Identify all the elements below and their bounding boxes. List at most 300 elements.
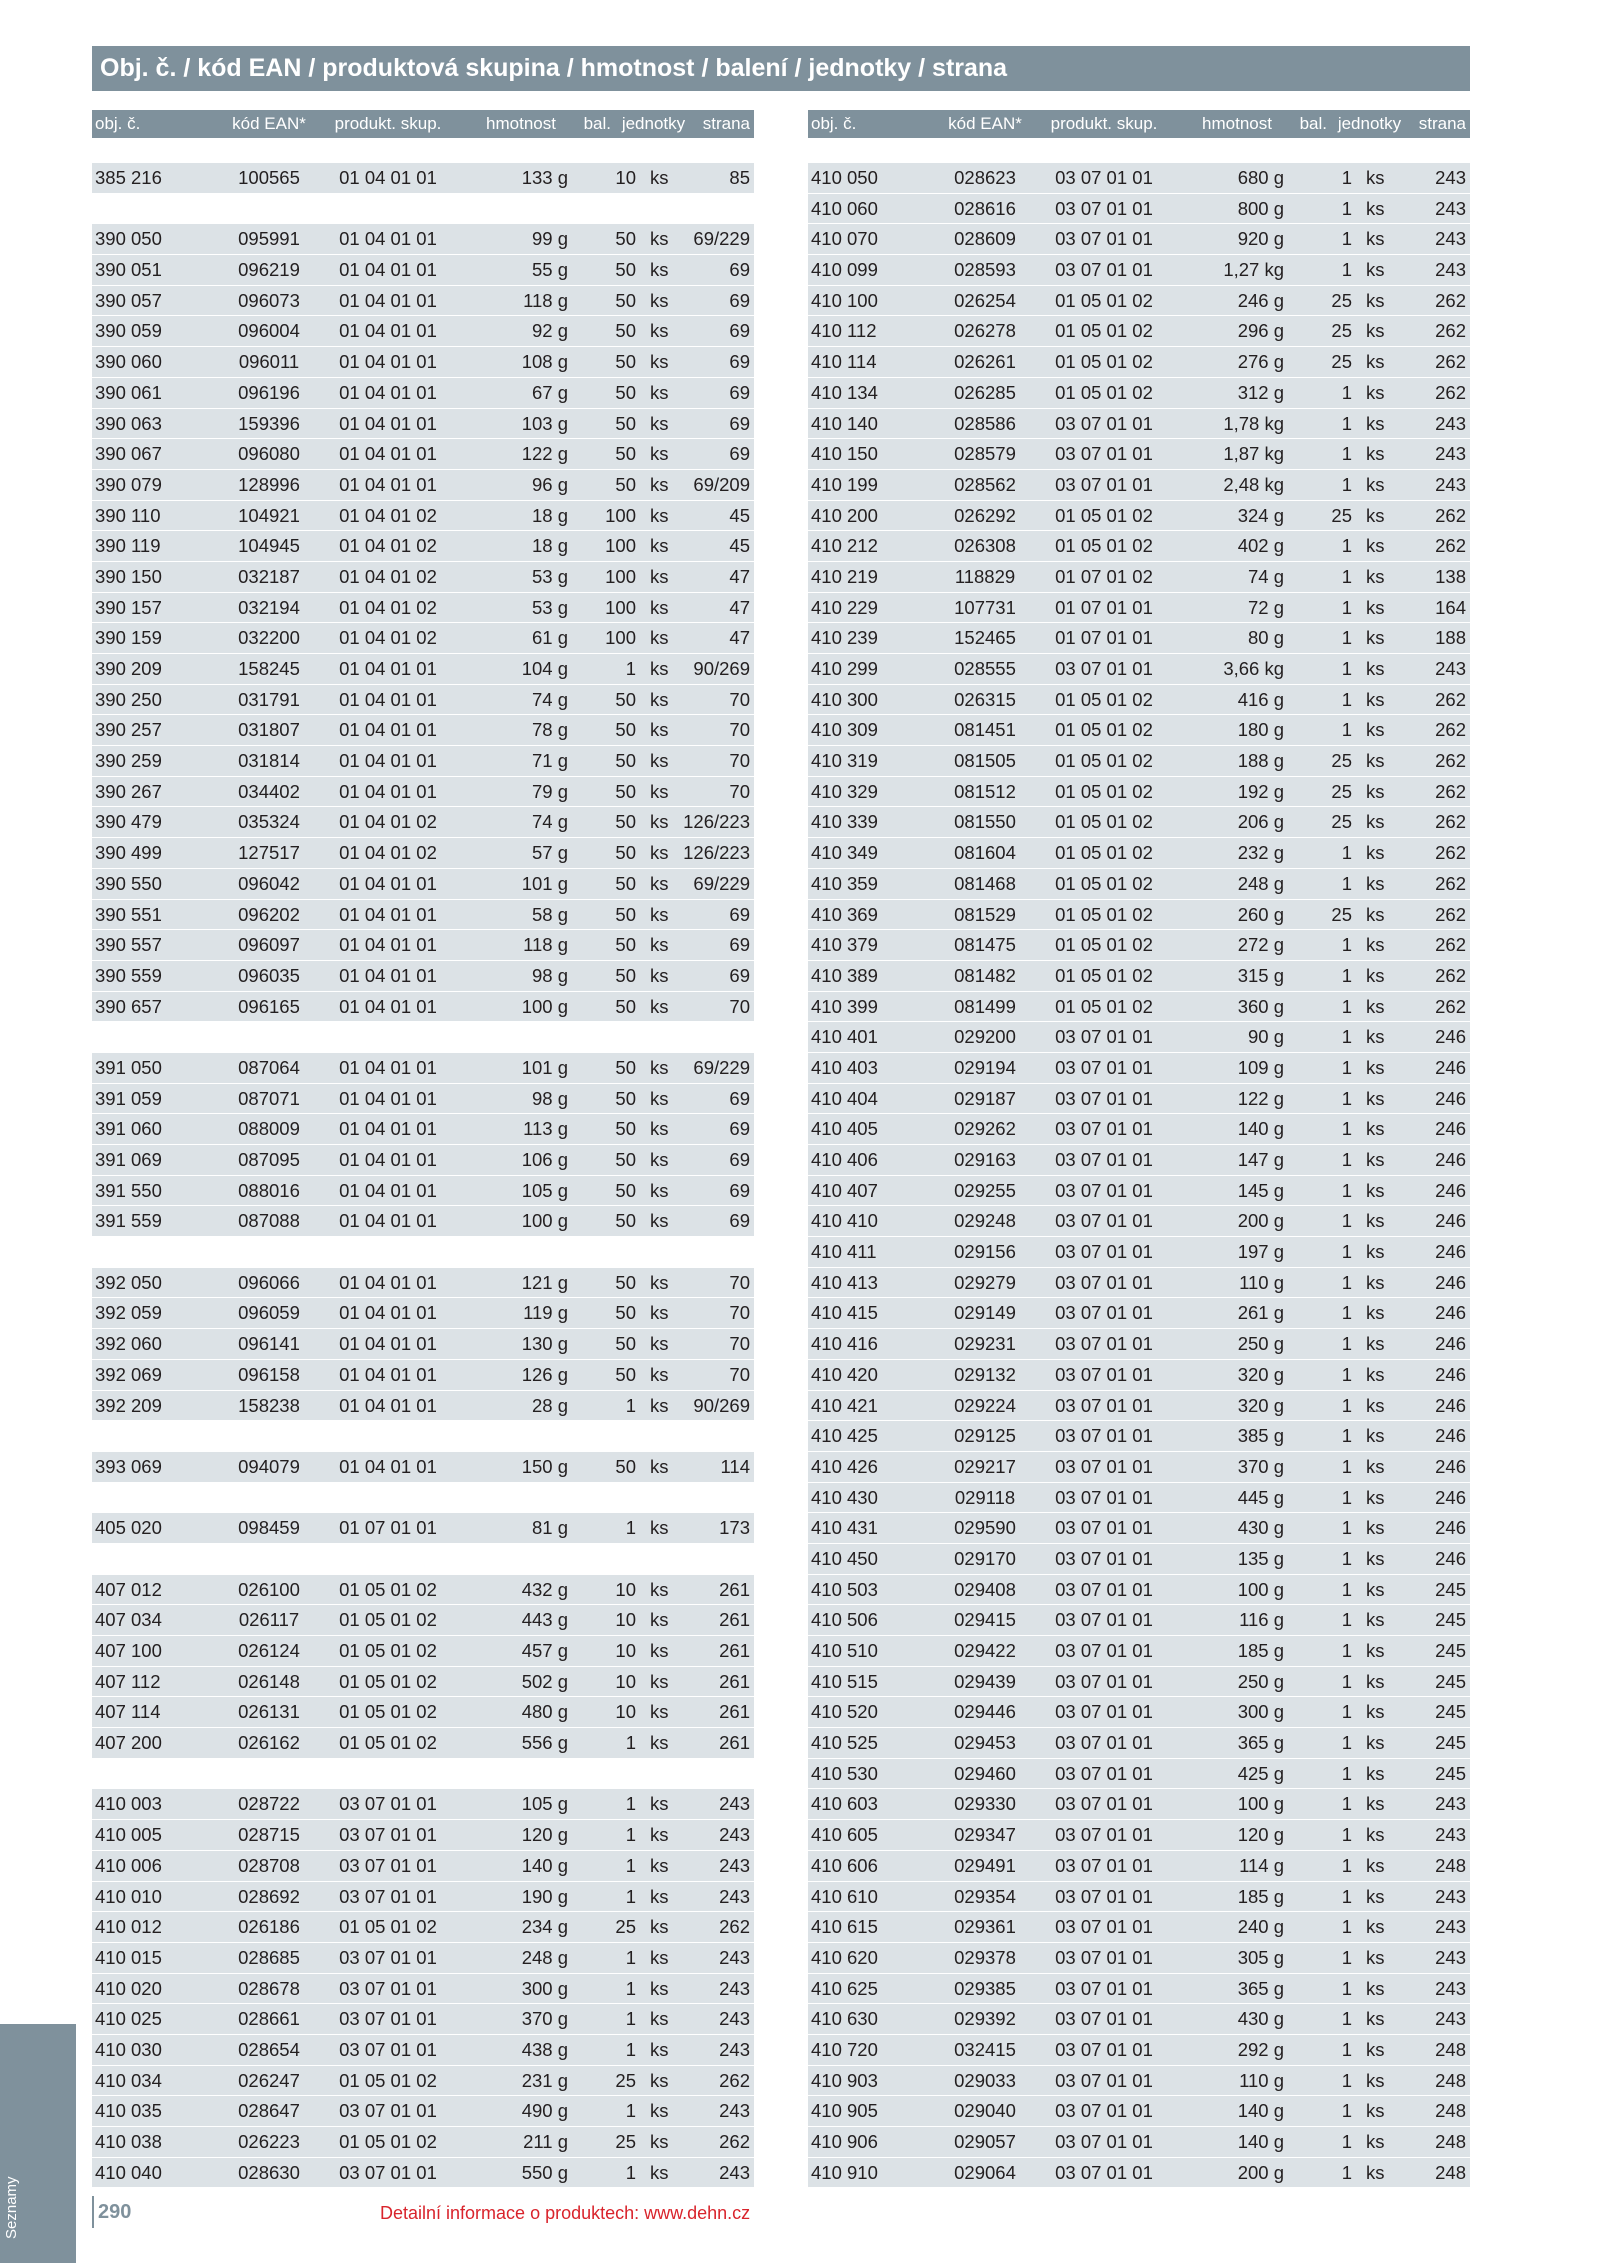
cell-units: ks <box>1366 167 1385 188</box>
cell-ean: 029231 <box>954 1333 1016 1355</box>
cell-units: ks <box>1366 872 1385 894</box>
cell-packaging: 1 <box>1341 1793 1352 1815</box>
cell-product-group: 03 07 01 01 <box>1055 1455 1153 1477</box>
cell-page: 70 <box>729 1302 750 1324</box>
cell-units: ks <box>650 535 669 557</box>
cell-order-number: 410 416 <box>811 1333 878 1355</box>
table-row <box>92 439 754 470</box>
cell-weight: 292 g <box>1237 2038 1284 2060</box>
cell-page: 246 <box>1435 1333 1466 1355</box>
cell-product-group: 01 05 01 02 <box>1055 964 1153 986</box>
cell-weight: 100 g <box>1237 1578 1284 1600</box>
page-title: Obj. č. / kód EAN / produktová skupina / hmotnost / balení / jednotky / strana <box>92 46 1470 91</box>
cell-weight: 185 g <box>1237 1885 1284 1907</box>
table-row <box>92 1851 754 1882</box>
cell-ean: 028692 <box>238 1885 300 1907</box>
cell-order-number: 410 610 <box>811 1885 878 1907</box>
cell-weight: 443 g <box>521 1609 568 1631</box>
cell-weight: 120 g <box>521 1824 568 1846</box>
cell-page: 114 <box>720 1455 750 1477</box>
table-row <box>808 1022 1470 1053</box>
section-side-tab[interactable] <box>0 2024 76 2263</box>
cell-page: 126/223 <box>683 811 750 833</box>
cell-product-group: 01 04 01 01 <box>339 320 437 342</box>
cell-packaging: 1 <box>1341 1210 1352 1232</box>
table-row <box>808 1114 1470 1145</box>
table-row <box>808 2066 1470 2097</box>
table-row <box>92 715 754 746</box>
cell-units: ks <box>1366 1916 1385 1938</box>
table-spacer-row <box>92 1544 754 1575</box>
cell-units: ks <box>1366 1701 1385 1723</box>
cell-ean: 028722 <box>238 1793 300 1815</box>
cell-weight: 180 g <box>1237 719 1284 741</box>
cell-ean: 087071 <box>238 1087 300 1109</box>
cell-product-group: 01 05 01 02 <box>1055 903 1153 925</box>
table-row <box>808 1360 1470 1391</box>
cell-product-group: 01 04 01 01 <box>339 259 437 281</box>
table-row <box>808 1759 1470 1790</box>
cell-weight: 108 g <box>521 351 568 373</box>
cell-packaging: 100 <box>605 627 636 649</box>
cell-weight: 550 g <box>521 2161 568 2183</box>
cell-units: ks <box>650 964 669 986</box>
cell-units: ks <box>650 2100 669 2122</box>
cell-page: 243 <box>1435 1946 1466 1968</box>
cell-order-number: 410 150 <box>811 443 878 465</box>
cell-weight: 1,78 kg <box>1223 412 1284 434</box>
cell-weight: 74 g <box>531 811 568 833</box>
cell-page: 69 <box>729 351 750 373</box>
cell-packaging: 1 <box>625 1793 636 1815</box>
table-row <box>92 501 754 532</box>
table-row <box>808 1728 1470 1759</box>
cell-ean: 029460 <box>954 1762 1016 1784</box>
cell-product-group: 01 04 01 01 <box>339 289 437 311</box>
cell-order-number: 410 015 <box>95 1946 162 1968</box>
cell-order-number: 390 657 <box>95 995 162 1017</box>
cell-order-number: 390 159 <box>95 627 162 649</box>
table-spacer-row <box>92 1022 754 1053</box>
cell-page: 70 <box>729 1333 750 1355</box>
cell-page: 262 <box>1435 719 1466 741</box>
cell-weight: 72 g <box>1247 596 1284 618</box>
cell-product-group: 03 07 01 01 <box>1055 1363 1153 1385</box>
cell-page: 45 <box>729 535 750 557</box>
table-row <box>808 2035 1470 2066</box>
cell-page: 262 <box>1435 688 1466 710</box>
cell-packaging: 1 <box>1341 719 1352 741</box>
cell-ean: 026186 <box>238 1916 300 1938</box>
cell-packaging: 1 <box>1341 2069 1352 2091</box>
cell-page: 70 <box>729 1363 750 1385</box>
cell-units: ks <box>650 473 669 495</box>
cell-ean: 096011 <box>238 351 300 373</box>
table-row <box>808 1329 1470 1360</box>
cell-product-group: 03 07 01 01 <box>339 2008 437 2030</box>
cell-units: ks <box>1366 1425 1385 1447</box>
column-header-units: jednotky <box>621 114 686 133</box>
cell-weight: 147 g <box>1237 1149 1284 1170</box>
cell-page: 246 <box>1435 1455 1466 1477</box>
cell-packaging: 1 <box>1341 1578 1352 1600</box>
column-header-packaging: bal. <box>1299 114 1327 133</box>
cell-weight: 122 g <box>1237 1087 1284 1109</box>
table-row <box>808 869 1470 900</box>
cell-page: 246 <box>1435 1179 1466 1201</box>
cell-packaging: 1 <box>625 1517 636 1539</box>
cell-weight: 246 g <box>1237 289 1284 311</box>
cell-units: ks <box>650 750 669 772</box>
cell-units: ks <box>650 167 669 188</box>
cell-order-number: 391 559 <box>95 1210 162 1232</box>
cell-order-number: 410 406 <box>811 1149 878 1170</box>
cell-ean: 029217 <box>954 1455 1016 1477</box>
cell-order-number: 390 150 <box>95 565 162 587</box>
cell-units: ks <box>1366 719 1385 741</box>
table-row <box>92 807 754 838</box>
cell-ean: 028623 <box>954 167 1016 188</box>
cell-packaging: 1 <box>1341 1179 1352 1201</box>
table-row <box>808 1176 1470 1207</box>
table-row <box>808 930 1470 961</box>
cell-page: 246 <box>1435 1547 1466 1569</box>
cell-packaging: 50 <box>615 1210 636 1232</box>
cell-page: 246 <box>1435 1394 1466 1416</box>
table-row <box>92 1513 754 1544</box>
table-row <box>808 286 1470 317</box>
cell-product-group: 03 07 01 01 <box>1055 1854 1153 1876</box>
column-header-units: jednotky <box>1337 114 1402 133</box>
cell-packaging: 50 <box>615 351 636 373</box>
cell-packaging: 50 <box>615 780 636 802</box>
cell-weight: 100 g <box>521 1210 568 1232</box>
cell-page: 261 <box>719 1640 750 1661</box>
cell-page: 246 <box>1435 1241 1466 1263</box>
cell-packaging: 50 <box>615 473 636 495</box>
cell-packaging: 1 <box>1341 197 1352 219</box>
table-row <box>92 1912 754 1943</box>
cell-order-number: 390 110 <box>95 504 161 526</box>
cell-ean: 096080 <box>238 443 300 465</box>
cell-page: 245 <box>1435 1640 1466 1661</box>
table-row <box>808 1974 1470 2005</box>
cell-ean: 029408 <box>954 1578 1016 1600</box>
table-row <box>808 900 1470 931</box>
cell-weight: 365 g <box>1237 1977 1284 1999</box>
table-row <box>808 623 1470 654</box>
cell-units: ks <box>650 995 669 1017</box>
cell-units: ks <box>650 1271 669 1293</box>
cell-weight: 502 g <box>521 1670 568 1692</box>
cell-order-number: 410 404 <box>811 1087 878 1109</box>
cell-product-group: 01 04 01 02 <box>339 811 437 833</box>
cell-weight: 324 g <box>1237 504 1284 526</box>
cell-product-group: 01 05 01 02 <box>1055 842 1153 864</box>
cell-order-number: 392 209 <box>95 1394 162 1416</box>
cell-order-number: 410 040 <box>95 2161 162 2183</box>
cell-packaging: 50 <box>615 320 636 342</box>
cell-weight: 320 g <box>1237 1363 1284 1385</box>
cell-page: 245 <box>1435 1701 1466 1723</box>
cell-order-number: 390 550 <box>95 872 162 894</box>
cell-product-group: 01 04 01 01 <box>339 1271 437 1293</box>
cell-product-group: 03 07 01 01 <box>1055 1517 1153 1539</box>
cell-packaging: 1 <box>1341 964 1352 986</box>
cell-units: ks <box>1366 750 1385 772</box>
cell-order-number: 410 319 <box>811 750 878 772</box>
cell-order-number: 410 114 <box>811 351 877 373</box>
footer-product-info-link[interactable]: Detailní informace o produktech: www.dehn.cz <box>380 2203 751 2223</box>
cell-order-number: 410 010 <box>95 1885 162 1907</box>
cell-weight: 188 g <box>1237 750 1284 772</box>
cell-weight: 90 g <box>1247 1026 1284 1048</box>
cell-weight: 385 g <box>1237 1425 1284 1447</box>
cell-page: 262 <box>1435 351 1466 373</box>
cell-product-group: 01 04 01 01 <box>339 934 437 956</box>
cell-order-number: 410 401 <box>811 1026 878 1048</box>
cell-page: 69 <box>729 964 750 986</box>
cell-ean: 028685 <box>238 1946 300 1968</box>
cell-product-group: 01 04 01 01 <box>339 1179 437 1201</box>
product-table-left <box>92 110 754 2188</box>
cell-weight: 140 g <box>1237 1118 1284 1140</box>
cell-order-number: 410 369 <box>811 903 878 925</box>
cell-page: 69/209 <box>693 473 750 495</box>
table-row <box>92 224 754 255</box>
cell-packaging: 50 <box>615 1087 636 1109</box>
cell-weight: 272 g <box>1237 934 1284 956</box>
cell-product-group: 01 04 01 02 <box>339 842 437 864</box>
cell-weight: 260 g <box>1237 903 1284 925</box>
cell-page: 243 <box>719 1885 750 1907</box>
cell-ean: 029187 <box>954 1087 1016 1109</box>
table-row <box>92 1728 754 1759</box>
cell-page: 246 <box>1435 1026 1466 1048</box>
cell-weight: 99 g <box>531 228 568 250</box>
cell-order-number: 390 559 <box>95 964 162 986</box>
cell-order-number: 410 134 <box>811 381 878 403</box>
cell-packaging: 50 <box>615 1179 636 1201</box>
cell-page: 262 <box>1435 750 1466 772</box>
cell-packaging: 1 <box>1341 535 1352 557</box>
cell-units: ks <box>1366 1149 1385 1170</box>
cell-page: 262 <box>719 1916 750 1938</box>
cell-units: ks <box>650 1670 669 1692</box>
cell-order-number: 390 257 <box>95 719 162 741</box>
cell-product-group: 03 07 01 01 <box>339 1824 437 1846</box>
cell-ean: 087088 <box>238 1210 300 1232</box>
cell-weight: 234 g <box>521 1916 568 1938</box>
cell-packaging: 1 <box>1341 565 1352 587</box>
table-row <box>92 1360 754 1391</box>
cell-product-group: 01 04 01 02 <box>339 565 437 587</box>
cell-weight: 145 g <box>1237 1179 1284 1201</box>
cell-page: 246 <box>1435 1425 1466 1447</box>
cell-order-number: 410 199 <box>811 473 878 495</box>
cell-page: 262 <box>1435 934 1466 956</box>
cell-packaging: 1 <box>1341 381 1352 403</box>
cell-packaging: 25 <box>1331 780 1352 802</box>
cell-page: 243 <box>719 2161 750 2183</box>
cell-order-number: 410 399 <box>811 995 878 1017</box>
cell-packaging: 50 <box>615 719 636 741</box>
cell-ean: 028654 <box>238 2038 300 2060</box>
cell-weight: 110 g <box>1239 1271 1284 1293</box>
cell-page: 69/229 <box>693 872 750 894</box>
cell-units: ks <box>1366 351 1385 373</box>
cell-ean: 028708 <box>238 1854 300 1876</box>
cell-page: 262 <box>1435 289 1466 311</box>
cell-ean: 026100 <box>238 1578 300 1600</box>
cell-order-number: 410 431 <box>811 1517 878 1539</box>
cell-page: 69 <box>729 1118 750 1140</box>
cell-ean: 028647 <box>238 2100 300 2122</box>
cell-packaging: 1 <box>1341 2161 1352 2183</box>
cell-units: ks <box>1366 1210 1385 1232</box>
cell-page: 261 <box>719 1732 750 1754</box>
cell-page: 69 <box>729 1179 750 1201</box>
cell-product-group: 03 07 01 01 <box>339 1885 437 1907</box>
cell-packaging: 1 <box>1341 473 1352 495</box>
cell-packaging: 1 <box>1341 228 1352 250</box>
cell-ean: 094079 <box>238 1455 300 1477</box>
table-row <box>808 1605 1470 1636</box>
table-row <box>92 1882 754 1913</box>
table-row <box>92 163 754 194</box>
cell-ean: 028661 <box>238 2008 300 2030</box>
cell-ean: 029149 <box>954 1302 1016 1324</box>
cell-ean: 026131 <box>238 1701 300 1723</box>
table-header <box>808 110 1470 138</box>
cell-units: ks <box>650 2008 669 2030</box>
column-header-weight: hmotnost <box>1202 114 1272 133</box>
cell-order-number: 410 329 <box>811 780 878 802</box>
cell-packaging: 25 <box>1331 903 1352 925</box>
cell-ean: 096165 <box>238 995 300 1017</box>
table-row <box>808 593 1470 624</box>
cell-order-number: 410 407 <box>811 1179 878 1201</box>
cell-order-number: 407 034 <box>95 1609 162 1631</box>
table-row <box>808 777 1470 808</box>
table-spacer-row <box>92 1483 754 1514</box>
cell-order-number: 410 403 <box>811 1056 878 1078</box>
cell-page: 69 <box>729 1210 750 1232</box>
cell-page: 70 <box>729 995 750 1017</box>
cell-packaging: 25 <box>615 2069 636 2091</box>
cell-page: 248 <box>1435 1854 1466 1876</box>
cell-packaging: 1 <box>625 1977 636 1999</box>
cell-ean: 029170 <box>954 1547 1016 1569</box>
cell-order-number: 410 503 <box>811 1578 878 1600</box>
cell-product-group: 03 07 01 01 <box>1055 1732 1153 1754</box>
cell-product-group: 03 07 01 01 <box>1055 1977 1153 1999</box>
cell-weight: 445 g <box>1237 1486 1284 1508</box>
cell-product-group: 03 07 01 01 <box>1055 228 1153 250</box>
cell-order-number: 410 003 <box>95 1793 162 1815</box>
cell-order-number: 391 060 <box>95 1118 162 1140</box>
cell-order-number: 410 229 <box>811 596 878 618</box>
cell-ean: 028678 <box>238 1977 300 1999</box>
cell-packaging: 10 <box>615 1578 636 1600</box>
cell-page: 138 <box>1435 565 1466 587</box>
cell-product-group: 01 04 01 01 <box>339 443 437 465</box>
cell-ean: 029248 <box>954 1210 1016 1232</box>
cell-page: 85 <box>729 167 750 188</box>
cell-ean: 096059 <box>238 1302 300 1324</box>
cell-units: ks <box>650 228 669 250</box>
cell-weight: 113 g <box>523 1118 568 1140</box>
table-row <box>92 1820 754 1851</box>
cell-product-group: 01 04 01 01 <box>339 719 437 741</box>
cell-product-group: 01 05 01 02 <box>339 2069 437 2091</box>
cell-units: ks <box>650 1732 669 1754</box>
table-row <box>92 1084 754 1115</box>
cell-weight: 18 g <box>531 504 568 526</box>
cell-weight: 110 g <box>1239 2069 1284 2091</box>
cell-packaging: 10 <box>615 1609 636 1631</box>
table-row <box>808 1667 1470 1698</box>
cell-order-number: 407 100 <box>95 1640 162 1661</box>
cell-product-group: 03 07 01 01 <box>1055 167 1153 188</box>
cell-page: 245 <box>1435 1578 1466 1600</box>
cell-ean: 081499 <box>954 995 1016 1017</box>
cell-ean: 026254 <box>954 289 1016 311</box>
cell-units: ks <box>650 2038 669 2060</box>
cell-order-number: 390 057 <box>95 289 162 311</box>
footer-divider <box>92 2196 94 2228</box>
cell-page: 245 <box>1435 1762 1466 1784</box>
cell-packaging: 1 <box>1341 1394 1352 1416</box>
cell-weight: 490 g <box>521 2100 568 2122</box>
table-row <box>808 685 1470 716</box>
cell-page: 261 <box>719 1670 750 1692</box>
cell-weight: 370 g <box>521 2008 568 2030</box>
cell-weight: 192 g <box>1237 780 1284 802</box>
table-row <box>92 2127 754 2158</box>
cell-packaging: 1 <box>1341 2131 1352 2152</box>
cell-page: 246 <box>1435 1271 1466 1293</box>
cell-ean: 026315 <box>954 688 1016 710</box>
cell-order-number: 410 099 <box>811 259 878 281</box>
cell-order-number: 390 499 <box>95 842 162 864</box>
cell-packaging: 1 <box>1341 1087 1352 1109</box>
cell-packaging: 100 <box>605 565 636 587</box>
cell-weight: 100 g <box>521 995 568 1017</box>
cell-units: ks <box>650 320 669 342</box>
cell-product-group: 03 07 01 01 <box>339 1977 437 1999</box>
column-header-page: strana <box>702 114 750 133</box>
cell-units: ks <box>650 842 669 864</box>
table-row <box>808 224 1470 255</box>
cell-ean: 029392 <box>954 2008 1016 2030</box>
table-row <box>92 1697 754 1728</box>
cell-units: ks <box>1366 1517 1385 1539</box>
cell-page: 262 <box>719 2131 750 2152</box>
cell-product-group: 01 07 01 01 <box>1055 627 1153 649</box>
table-row <box>92 1605 754 1636</box>
cell-order-number: 410 030 <box>95 2038 162 2060</box>
cell-order-number: 390 259 <box>95 750 162 772</box>
cell-ean: 026148 <box>238 1670 300 1692</box>
cell-page: 248 <box>1435 2069 1466 2091</box>
cell-weight: 438 g <box>521 2038 568 2060</box>
cell-ean: 029194 <box>954 1056 1016 1078</box>
cell-product-group: 01 05 01 02 <box>1055 811 1153 833</box>
cell-order-number: 391 550 <box>95 1179 162 1201</box>
cell-packaging: 1 <box>1341 596 1352 618</box>
table-row <box>808 255 1470 286</box>
